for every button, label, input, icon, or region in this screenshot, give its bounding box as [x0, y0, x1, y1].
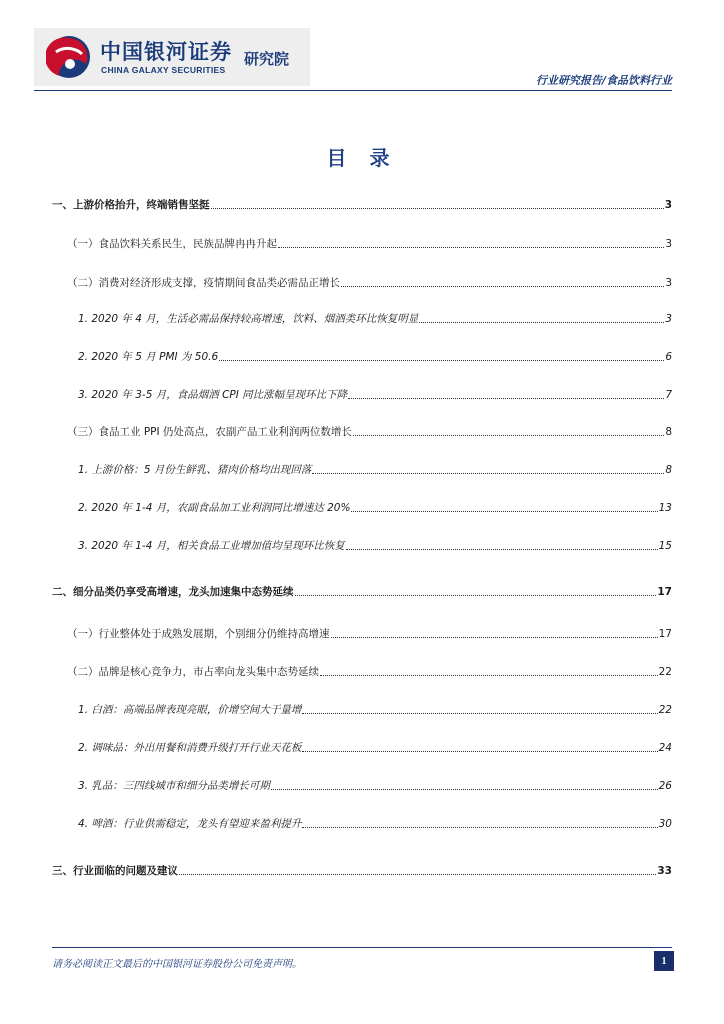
galaxy-logo-icon: [46, 34, 92, 80]
toc-entry-label: 2. 2020 年 1-4 月，农副食品加工业利润同比增速达 20%: [78, 502, 351, 514]
toc-entry-label: 3. 2020 年 3-5 月，食品烟酒 CPI 同比涨幅呈现环比下降: [78, 389, 348, 401]
toc-entry-page: 7: [665, 389, 672, 401]
toc-dot-leader: [302, 827, 657, 828]
toc-dot-leader: [348, 398, 664, 399]
toc-entry[interactable]: [52, 197, 672, 212]
toc-entry-label: 3. 2020 年 1-4 月，相关食品工业增加值均呈现环比恢复: [78, 540, 345, 552]
toc-entry[interactable]: [67, 424, 672, 439]
toc-entry[interactable]: [78, 349, 672, 364]
toc-entry-label: 4. 啤酒：行业供需稳定，龙头有望迎来盈利提升: [78, 818, 302, 830]
toc-entry-page: 3: [664, 199, 672, 211]
toc-entry-page: 3: [665, 277, 672, 289]
toc-entry-page: 8: [665, 464, 672, 476]
toc-dot-leader: [219, 360, 664, 361]
toc-dot-leader: [331, 637, 658, 638]
page-header: [0, 0, 724, 92]
toc-dot-leader: [346, 549, 658, 550]
toc-entry[interactable]: [78, 311, 672, 326]
toc-entry-page: 30: [658, 818, 672, 830]
toc-entry[interactable]: [78, 387, 672, 402]
toc-dot-leader: [351, 511, 657, 512]
toc-entry[interactable]: [67, 236, 672, 251]
toc-entry[interactable]: [78, 816, 672, 831]
toc-entry-page: 3: [665, 238, 672, 250]
toc-entry[interactable]: [52, 584, 672, 599]
toc-entry-label: 1. 白酒：高端品牌表现亮眼，价增空间大于量增: [78, 704, 302, 716]
toc-entry[interactable]: [67, 275, 672, 290]
toc-title: 目 录: [326, 146, 398, 170]
page-number-badge: 1: [654, 951, 674, 971]
toc-entry-label: （二）消费对经济形成支撑，疫情期间食品类必需品正增长: [67, 277, 340, 289]
toc-entry-page: 3: [665, 313, 672, 325]
toc-entry[interactable]: [52, 863, 672, 878]
toc-entry-page: 17: [658, 628, 672, 640]
toc-entry-page: 26: [658, 780, 672, 792]
toc-dot-leader: [295, 595, 657, 596]
toc-entry[interactable]: [78, 740, 672, 755]
toc-entry-label: 2. 2020 年 5 月 PMI 为 50.6: [78, 351, 219, 363]
toc-entry[interactable]: [67, 626, 672, 641]
toc-dot-leader: [312, 473, 664, 474]
toc-entry-label: （三）食品工业 PPI 仍处高点，农副产品工业利润两位数增长: [67, 426, 352, 438]
toc-entry-label: 2. 调味品：外出用餐和消费升级打开行业天花板: [78, 742, 302, 754]
toc-entry-page: 22: [658, 704, 672, 716]
toc-entry-label: （一）食品饮料关系民生，民族品牌冉冉升起: [67, 238, 277, 250]
toc-entry[interactable]: [78, 462, 672, 477]
logo-institute-name: 研究院: [244, 50, 290, 68]
toc-entry[interactable]: [67, 664, 672, 679]
footer-divider: [52, 947, 672, 948]
toc-entry-page: 15: [658, 540, 672, 552]
toc-entry-page: 24: [658, 742, 672, 754]
toc-entry-label: （二）品牌是核心竞争力，市占率向龙头集中态势延续: [67, 666, 319, 678]
toc-dot-leader: [341, 286, 664, 287]
toc-dot-leader: [278, 247, 664, 248]
toc-dot-leader: [302, 713, 657, 714]
header-divider: [34, 90, 672, 91]
toc-entry[interactable]: [78, 778, 672, 793]
toc-entry-label: 1. 2020 年 4 月，生活必需品保持较高增速，饮料、烟酒类环比恢复明显: [78, 313, 419, 325]
toc-entry-page: 22: [658, 666, 672, 678]
report-category: 行业研究报告/食品饮料行业: [535, 74, 672, 87]
toc-dot-leader: [320, 675, 658, 676]
toc-entry-page: 33: [657, 865, 672, 877]
logo-chinese-name: 中国银河证券: [100, 40, 232, 64]
toc-entry[interactable]: [78, 500, 672, 515]
toc-entry-page: 17: [657, 586, 672, 598]
toc-entry-page: 6: [665, 351, 672, 363]
toc-entry-label: 3. 乳品：三四线城市和细分品类增长可期: [78, 780, 270, 792]
toc-dot-leader: [211, 208, 664, 209]
logo-english-name: CHINA GALAXY SECURITIES: [101, 65, 226, 75]
toc-entry[interactable]: [78, 702, 672, 717]
toc-entry-label: 1. 上游价格：5 月份生鲜乳、猪肉价格均出现回落: [78, 464, 312, 476]
footer-disclaimer: 请务必阅读正文最后的中国银河证券股份公司免责声明。: [52, 959, 302, 970]
company-logo: [34, 28, 310, 86]
toc-entry-label: 二、细分品类仍享受高增速，龙头加速集中态势延续: [52, 586, 294, 598]
toc-entry-page: 8: [665, 426, 672, 438]
toc-entry-label: 三、行业面临的问题及建议: [52, 865, 178, 877]
toc-dot-leader: [302, 751, 657, 752]
toc-dot-leader: [179, 874, 656, 875]
toc-entry-label: （一）行业整体处于成熟发展期，个别细分仍维持高增速: [67, 628, 330, 640]
toc-dot-leader: [419, 322, 664, 323]
toc-entry-page: 13: [658, 502, 672, 514]
toc-entry[interactable]: [78, 538, 672, 553]
toc-dot-leader: [353, 435, 664, 436]
toc-dot-leader: [271, 789, 658, 790]
toc-entry-label: 一、上游价格抬升，终端销售坚挺: [52, 199, 210, 211]
